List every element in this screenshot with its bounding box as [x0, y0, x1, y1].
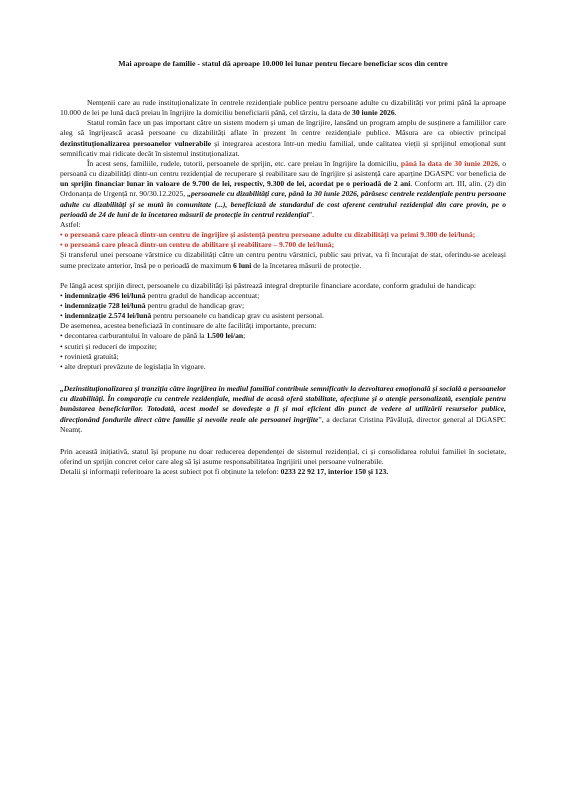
elderly-transfer-period: 6 luni [233, 260, 252, 270]
legal-quote-end: ”. [308, 209, 314, 219]
list-item: • decontarea carburantului în valoare de până la 1.500 lei/an; [60, 331, 246, 341]
intro-end: . [394, 108, 397, 118]
legal-quote: „persoanele cu dizabilități care, până la 30 iunie 2026, părăsesc centrele rezidențiale pentru persoane adulte cu dizabilități și se mută în comunitate (...), beneficiază de standardul de cost aferent centrului rezidențial din care provin, pe o perioadă de 24 de luni de la încetarea măsurii de protecție în centrul rezidențial [60, 189, 506, 219]
deadline-highlight: până la data de 30 iunie 2026 [400, 158, 498, 168]
list-item: • indemnizație 2.574 lei/lună pentru persoanele cu handicap grav cu asistent personal. [60, 311, 324, 321]
fuel-amount: 1.500 lei/an [206, 331, 244, 341]
beneficiaries-paragraph [60, 159, 506, 220]
support-item-rehab-centre: • o persoană care pleacă dintr-un centru de abilitare și reabilitare – 9.700 de lei/lună; [60, 240, 335, 250]
contact-text: Detalii și informații referitoare la acest subiect pot fi obținute la telefon: [60, 467, 281, 477]
indemnity-accentuated: indemnizație 496 lei/lună [64, 290, 146, 300]
elderly-transfer-text: Și transferul unei persoane vârstnice cu dizabilități către un centru pentru vârstnici, public sau privat, va fi încurajat de stat, oferindu-se aceleași sume precizate anterior, însă pe o perioadă de maximum [60, 250, 506, 270]
contact-line [60, 467, 506, 477]
program-text: Statul român face un pas important către un sistem modern și uman de îngrijire, lansând un program amplu de susținere a familiilor care aleg să îngrijească acasă persoane cu dizabilități aflate în prezent în centre rezidențiale publice. Măsura are ca obiectiv principal [60, 118, 506, 138]
program-paragraph [60, 118, 506, 159]
list-item: • indemnizație 496 lei/lună pentru gradul de handicap accentuat; [60, 290, 260, 300]
conclusion-paragraph: Prin această inițiativă, statul își propune nu doar reducerea dependenței de sistemul rezidențial, ci și consolidarea rolului familiei în societate, oferind un sprijin concret celor care aleg să își asume responsabilitatea îngrijirii unei persoane vulnerabile. [60, 446, 506, 466]
indemnity-severe: indemnizație 728 lei/lună [64, 300, 146, 310]
support-item-care-centre: • o persoană care pleacă dintr-un centru de îngrijire și asistență pentru persoane adulte cu dizabilități va primi 9.300 de lei/lună; [60, 230, 476, 240]
indemnity-severe-assistant: indemnizație 2.574 lei/lună [64, 311, 152, 321]
elderly-transfer-paragraph [60, 250, 506, 270]
document-title: Mai aproape de familie - statul dă aproape 10.000 lei lunar pentru fiecare beneficiar scos din centre [118, 59, 448, 68]
elderly-transfer-end: de la încetarea măsurii de protecție. [251, 260, 362, 270]
facilities-intro: De asemenea, acestea beneficiază în continuare de alte facilități importante, precum: [60, 321, 317, 331]
intro-text: Nemțenii care au rude instituționalizate în centrele rezidențiale publice pentru persoane adulte cu dizabilități vor primi până la aproape 10.000 de lei pe lună dacă preiau în îngrijire la domiciliu beneficiarii până, cel târziu, la data de [60, 98, 506, 118]
intro-paragraph [60, 98, 506, 118]
astfel-label: Astfel: [60, 219, 81, 229]
document-body [60, 98, 506, 477]
list-item: • rovinietă gratuită; [60, 351, 119, 361]
quote-attribution: ”, a declarat Cristina Păvăluță, director general al DGASPC Neamț. [60, 414, 506, 434]
financial-support-amount: un sprijin financiar lunar în valoare de 9.700 de lei, respectiv, 9.300 de lei, acordat pe o perioadă de 2 ani [60, 179, 411, 189]
list-item: • indemnizație 728 lei/lună pentru gradul de handicap grav; [60, 300, 245, 310]
list-item: • scutiri și reduceri de impozite; [60, 341, 157, 351]
legal-reference: . Conform art. III, alin. (2) din Ordonanța de Urgență nr. 90/30.12.2025, [60, 179, 506, 199]
contact-phone: 0233 22 92 17, interior 150 și 123. [280, 467, 389, 477]
director-quote: „Dezinstituționalizarea și tranziția către îngrijirea în mediul familial contribuie semnificativ la dezvoltarea emoțională și socială a persoanelor cu dizabilități. În comparație cu centrele rezidențiale, mediul de acasă oferă stabilitate, afecțiune și o atenție personalizată, esențiale pentru bunăstarea beneficiarilor. Totodată, acest model se dovedește a fi și mai eficient din punct de vedere al utilizării resurselor publice, direcționând fondurile direct către familie și nevoile reale ale persoanei îngrijite [60, 384, 506, 424]
program-objective: dezinstituționalizarea persoanelor vulnerabile [60, 138, 212, 148]
rights-paragraph: Pe lângă acest sprijin direct, persoanele cu dizabilități își păstrează integral drepturile financiare acordate, conform gradului de handicap: [60, 280, 476, 290]
list-item: • alte drepturi prevăzute de legislația în vigoare. [60, 361, 206, 371]
director-quote-paragraph [60, 384, 506, 435]
deadline-date: 30 iunie 2026 [352, 108, 395, 118]
beneficiaries-text-2: , o persoană cu dizabilități dintr-un centru rezidențial de recuperare și reabilitare sau de îngrijire și asistență care aparține DGASPC vor beneficia de [60, 158, 507, 179]
beneficiaries-text: În acest sens, familiile, rudele, tutorii, persoanele de sprijin, etc. care preiau în îngrijire la domiciliu, [87, 158, 401, 168]
program-text-end: și integrarea acestora într-un mediu familial, unde calitatea vieții și sprijinul emoțional sunt semnificativ mai ridicate decât în sistemul instituționalizat. [60, 138, 506, 158]
